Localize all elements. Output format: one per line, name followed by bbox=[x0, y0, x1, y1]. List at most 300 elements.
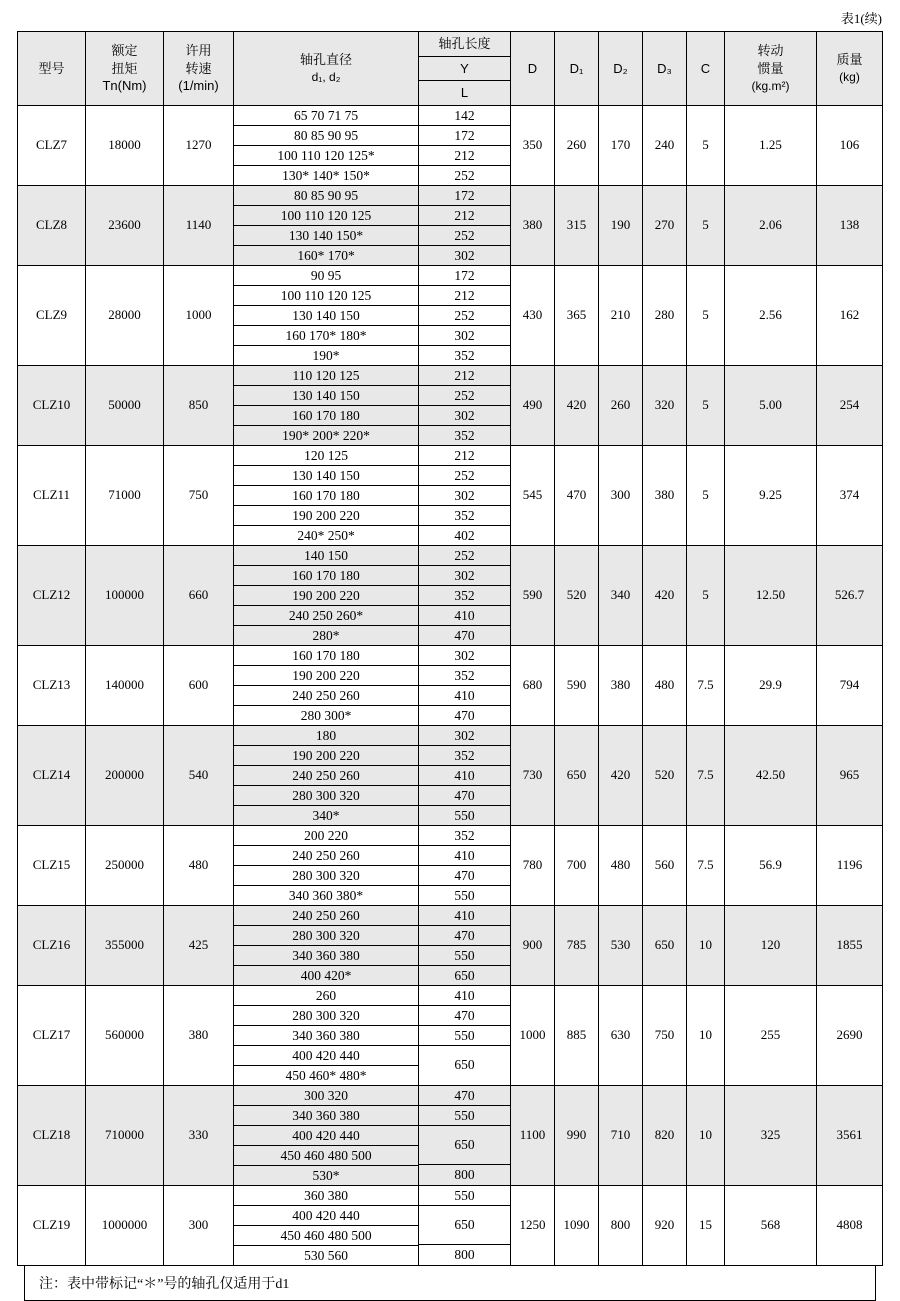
cell-rated-torque: 200000 bbox=[86, 725, 164, 825]
cell-mass: 4808 bbox=[817, 1185, 883, 1265]
cell-D3: 520 bbox=[643, 725, 687, 825]
cell-model: CLZ16 bbox=[18, 905, 86, 985]
bore-value: 450 460 480 500 bbox=[234, 1145, 418, 1165]
bore-value: 360 380 bbox=[234, 1186, 418, 1206]
length-value: 252 bbox=[419, 225, 510, 245]
cell-D1: 260 bbox=[555, 105, 599, 185]
cell-rated-torque: 23600 bbox=[86, 185, 164, 265]
bore-value: 190 200 220 bbox=[234, 745, 418, 765]
cell-allowable-speed: 300 bbox=[164, 1185, 234, 1265]
length-value: 800 bbox=[454, 1247, 475, 1263]
bore-value: 240 250 260 bbox=[234, 765, 418, 785]
cell-model: CLZ12 bbox=[18, 545, 86, 645]
bore-value: 400 420 440 bbox=[234, 1125, 418, 1145]
bore-value: 280 300* bbox=[300, 707, 352, 723]
cell-allowable-speed: 480 bbox=[164, 825, 234, 905]
cell-D1: 700 bbox=[555, 825, 599, 905]
table-row bbox=[18, 105, 883, 185]
cell-bore-diameters bbox=[234, 445, 419, 545]
header-bore-length: 轴孔长度 bbox=[419, 32, 511, 57]
bore-value: 80 85 90 95 bbox=[234, 125, 418, 145]
length-value: 550 bbox=[419, 1026, 510, 1046]
cell-D3: 240 bbox=[643, 105, 687, 185]
cell-D3: 280 bbox=[643, 265, 687, 365]
table-row bbox=[18, 725, 883, 825]
bore-value: 130 140 150 bbox=[234, 465, 418, 485]
bore-value: 340 360 380 bbox=[234, 1025, 418, 1045]
bore-value: 90 95 bbox=[234, 266, 418, 286]
header-D2: D₂ bbox=[599, 32, 643, 106]
cell-bore-lengths bbox=[419, 445, 511, 545]
cell-rated-torque: 71000 bbox=[86, 445, 164, 545]
cell-D3: 750 bbox=[643, 985, 687, 1085]
bore-value: 180 bbox=[234, 726, 418, 746]
bore-value: 160* 170* bbox=[297, 247, 355, 263]
bore-value: 530* bbox=[312, 1167, 340, 1183]
bore-value: 190 200 220 bbox=[234, 665, 418, 685]
bore-value: 400 420* bbox=[300, 967, 352, 983]
length-value: 410 bbox=[419, 605, 510, 625]
cell-C: 5 bbox=[687, 445, 725, 545]
cell-D3: 380 bbox=[643, 445, 687, 545]
cell-model: CLZ14 bbox=[18, 725, 86, 825]
cell-bore-lengths bbox=[419, 645, 511, 725]
cell-rated-torque: 50000 bbox=[86, 365, 164, 445]
bore-value: 160 170 180 bbox=[234, 405, 418, 425]
length-value: 352 bbox=[419, 585, 510, 605]
cell-bore-lengths bbox=[419, 1185, 511, 1265]
cell-bore-lengths bbox=[419, 825, 511, 905]
length-value: 252 bbox=[419, 305, 510, 325]
cell-mass: 1855 bbox=[817, 905, 883, 985]
cell-mass: 254 bbox=[817, 365, 883, 445]
length-value: 410 bbox=[419, 906, 510, 926]
cell-D2: 420 bbox=[599, 725, 643, 825]
cell-bore-diameters bbox=[234, 365, 419, 445]
cell-D: 1250 bbox=[511, 1185, 555, 1265]
bore-value: 340 360 380 bbox=[234, 945, 418, 965]
header-D1: D₁ bbox=[555, 32, 599, 106]
bore-value: 340 360 380* bbox=[288, 887, 364, 903]
table-row bbox=[18, 985, 883, 1085]
cell-inertia: 2.06 bbox=[725, 185, 817, 265]
cell-bore-lengths bbox=[419, 905, 511, 985]
cell-bore-diameters bbox=[234, 645, 419, 725]
table-header bbox=[18, 32, 883, 106]
bore-value: 160 170 180 bbox=[234, 485, 418, 505]
cell-C: 7.5 bbox=[687, 825, 725, 905]
cell-bore-diameters bbox=[234, 985, 419, 1085]
length-value: 470 bbox=[419, 785, 510, 805]
cell-bore-diameters bbox=[234, 905, 419, 985]
cell-bore-diameters bbox=[234, 265, 419, 365]
cell-D1: 590 bbox=[555, 645, 599, 725]
length-value: 172 bbox=[419, 125, 510, 145]
bore-value: 140 150 bbox=[234, 546, 418, 566]
length-value: 650 bbox=[419, 1206, 510, 1245]
specification-table bbox=[17, 31, 883, 1266]
bore-value: 300 320 bbox=[234, 1086, 418, 1106]
table-row bbox=[18, 645, 883, 725]
cell-allowable-speed: 850 bbox=[164, 365, 234, 445]
cell-rated-torque: 100000 bbox=[86, 545, 164, 645]
header-inertia: 转动 惯量 (kg.m²) bbox=[725, 32, 817, 106]
bore-value: 200 220 bbox=[234, 826, 418, 846]
cell-D: 350 bbox=[511, 105, 555, 185]
cell-inertia: 5.00 bbox=[725, 365, 817, 445]
length-value: 550 bbox=[419, 1106, 510, 1126]
length-value: 352 bbox=[454, 347, 475, 363]
cell-allowable-speed: 600 bbox=[164, 645, 234, 725]
cell-model: CLZ7 bbox=[18, 105, 86, 185]
cell-rated-torque: 140000 bbox=[86, 645, 164, 725]
cell-D3: 820 bbox=[643, 1085, 687, 1185]
cell-D1: 365 bbox=[555, 265, 599, 365]
cell-allowable-speed: 750 bbox=[164, 445, 234, 545]
cell-C: 5 bbox=[687, 105, 725, 185]
bore-value: 160 170 180 bbox=[234, 646, 418, 666]
length-value: 650 bbox=[454, 967, 475, 983]
length-value: 410 bbox=[419, 986, 510, 1006]
cell-inertia: 56.9 bbox=[725, 825, 817, 905]
cell-mass: 138 bbox=[817, 185, 883, 265]
cell-bore-lengths bbox=[419, 545, 511, 645]
cell-inertia: 120 bbox=[725, 905, 817, 985]
cell-rated-torque: 1000000 bbox=[86, 1185, 164, 1265]
bore-value: 280 300 320 bbox=[234, 1005, 418, 1025]
table-note: 注：表中带标记“＊”号的轴孔仅适用于d1 bbox=[24, 1266, 876, 1301]
length-value: 352 bbox=[419, 745, 510, 765]
cell-model: CLZ13 bbox=[18, 645, 86, 725]
cell-C: 10 bbox=[687, 1085, 725, 1185]
bore-value: 240 250 260 bbox=[234, 685, 418, 705]
bore-value: 130* 140* 150* bbox=[282, 167, 370, 183]
cell-inertia: 325 bbox=[725, 1085, 817, 1185]
length-value: 352 bbox=[419, 665, 510, 685]
bore-value: 280 300 320 bbox=[234, 925, 418, 945]
length-value: 410 bbox=[419, 765, 510, 785]
header-allowable-speed: 许用 转速 (1/min) bbox=[164, 32, 234, 106]
length-value: 252 bbox=[419, 465, 510, 485]
length-value: 352 bbox=[419, 505, 510, 525]
cell-D2: 710 bbox=[599, 1085, 643, 1185]
cell-allowable-speed: 1000 bbox=[164, 265, 234, 365]
cell-D1: 990 bbox=[555, 1085, 599, 1185]
table-row bbox=[18, 1085, 883, 1185]
cell-bore-lengths bbox=[419, 265, 511, 365]
bore-value: 280* bbox=[312, 627, 340, 643]
cell-bore-diameters bbox=[234, 1085, 419, 1185]
bore-value: 120 125 bbox=[234, 446, 418, 466]
cell-D1: 520 bbox=[555, 545, 599, 645]
cell-D1: 470 bbox=[555, 445, 599, 545]
cell-allowable-speed: 660 bbox=[164, 545, 234, 645]
cell-rated-torque: 18000 bbox=[86, 105, 164, 185]
cell-inertia: 568 bbox=[725, 1185, 817, 1265]
cell-rated-torque: 560000 bbox=[86, 985, 164, 1085]
cell-D2: 530 bbox=[599, 905, 643, 985]
cell-allowable-speed: 1140 bbox=[164, 185, 234, 265]
bore-value: 190* bbox=[312, 347, 340, 363]
cell-C: 7.5 bbox=[687, 725, 725, 825]
bore-value: 160 170 180 bbox=[234, 565, 418, 585]
bore-value: 450 460 480 500 bbox=[234, 1225, 418, 1245]
length-value: 172 bbox=[419, 186, 510, 206]
table-row bbox=[18, 445, 883, 545]
cell-D2: 300 bbox=[599, 445, 643, 545]
cell-model: CLZ9 bbox=[18, 265, 86, 365]
cell-mass: 374 bbox=[817, 445, 883, 545]
cell-inertia: 12.50 bbox=[725, 545, 817, 645]
length-value: 252 bbox=[419, 546, 510, 566]
cell-allowable-speed: 1270 bbox=[164, 105, 234, 185]
cell-D1: 885 bbox=[555, 985, 599, 1085]
table-caption: 表1(续) bbox=[840, 11, 882, 26]
length-value: 302 bbox=[419, 646, 510, 666]
cell-inertia: 9.25 bbox=[725, 445, 817, 545]
bore-value: 100 110 120 125* bbox=[234, 145, 418, 165]
cell-mass: 106 bbox=[817, 105, 883, 185]
header-mass: 质量 (kg) bbox=[817, 32, 883, 106]
cell-D: 590 bbox=[511, 545, 555, 645]
cell-D2: 380 bbox=[599, 645, 643, 725]
cell-C: 5 bbox=[687, 185, 725, 265]
cell-inertia: 42.50 bbox=[725, 725, 817, 825]
header-bore-diameter: 轴孔直径 d₁, d₂ bbox=[234, 32, 419, 106]
bore-value: 340* bbox=[312, 807, 340, 823]
cell-D: 680 bbox=[511, 645, 555, 725]
cell-rated-torque: 28000 bbox=[86, 265, 164, 365]
cell-model: CLZ19 bbox=[18, 1185, 86, 1265]
cell-C: 10 bbox=[687, 985, 725, 1085]
cell-mass: 526.7 bbox=[817, 545, 883, 645]
cell-D2: 630 bbox=[599, 985, 643, 1085]
cell-mass: 162 bbox=[817, 265, 883, 365]
cell-model: CLZ10 bbox=[18, 365, 86, 445]
bore-value: 260 bbox=[234, 986, 418, 1006]
length-value: 650 bbox=[454, 1057, 475, 1073]
length-value: 302 bbox=[419, 565, 510, 585]
cell-inertia: 255 bbox=[725, 985, 817, 1085]
length-value: 302 bbox=[419, 726, 510, 746]
table-row bbox=[18, 265, 883, 365]
cell-rated-torque: 710000 bbox=[86, 1085, 164, 1185]
cell-allowable-speed: 330 bbox=[164, 1085, 234, 1185]
bore-value: 400 420 440 bbox=[234, 1045, 418, 1065]
table-body bbox=[18, 105, 883, 1265]
bore-value: 240 250 260 bbox=[234, 845, 418, 865]
cell-rated-torque: 250000 bbox=[86, 825, 164, 905]
cell-D: 1100 bbox=[511, 1085, 555, 1185]
bore-value: 190* 200* 220* bbox=[282, 427, 370, 443]
table-row bbox=[18, 905, 883, 985]
bore-value: 110 120 125 bbox=[234, 366, 418, 386]
cell-mass: 2690 bbox=[817, 985, 883, 1085]
cell-D2: 480 bbox=[599, 825, 643, 905]
cell-D: 900 bbox=[511, 905, 555, 985]
bore-value: 130 140 150 bbox=[234, 305, 418, 325]
cell-D3: 650 bbox=[643, 905, 687, 985]
cell-bore-lengths bbox=[419, 985, 511, 1085]
bore-value: 190 200 220 bbox=[234, 505, 418, 525]
header-rated-torque: 额定 扭矩 Tn(Nm) bbox=[86, 32, 164, 106]
bore-value: 240 250 260* bbox=[234, 605, 418, 625]
cell-inertia: 29.9 bbox=[725, 645, 817, 725]
header-bore-length-type: Y bbox=[419, 56, 511, 81]
bore-value: 280 300 320 bbox=[234, 785, 418, 805]
cell-D1: 315 bbox=[555, 185, 599, 265]
length-value: 172 bbox=[419, 266, 510, 286]
cell-model: CLZ11 bbox=[18, 445, 86, 545]
length-value: 212 bbox=[419, 285, 510, 305]
cell-mass: 965 bbox=[817, 725, 883, 825]
cell-D: 490 bbox=[511, 365, 555, 445]
cell-D: 380 bbox=[511, 185, 555, 265]
cell-D1: 785 bbox=[555, 905, 599, 985]
cell-D: 545 bbox=[511, 445, 555, 545]
length-value: 470 bbox=[419, 865, 510, 885]
cell-allowable-speed: 540 bbox=[164, 725, 234, 825]
cell-D2: 210 bbox=[599, 265, 643, 365]
bore-value: 100 110 120 125 bbox=[234, 285, 418, 305]
header-D: D bbox=[511, 32, 555, 106]
length-value: 800 bbox=[454, 1167, 475, 1183]
bore-value: 130 140 150 bbox=[234, 385, 418, 405]
length-value: 302 bbox=[454, 247, 475, 263]
cell-C: 5 bbox=[687, 265, 725, 365]
cell-allowable-speed: 380 bbox=[164, 985, 234, 1085]
bore-value: 100 110 120 125 bbox=[234, 205, 418, 225]
cell-D3: 920 bbox=[643, 1185, 687, 1265]
table-row bbox=[18, 185, 883, 265]
cell-D2: 260 bbox=[599, 365, 643, 445]
cell-D2: 190 bbox=[599, 185, 643, 265]
cell-allowable-speed: 425 bbox=[164, 905, 234, 985]
length-value: 352 bbox=[419, 826, 510, 846]
bore-value: 80 85 90 95 bbox=[234, 186, 418, 206]
cell-C: 5 bbox=[687, 365, 725, 445]
length-value: 650 bbox=[419, 1126, 510, 1165]
bore-value: 280 300 320 bbox=[234, 865, 418, 885]
table-row bbox=[18, 365, 883, 445]
table-row bbox=[18, 545, 883, 645]
cell-model: CLZ8 bbox=[18, 185, 86, 265]
header-bore-length-symbol: L bbox=[419, 81, 511, 106]
length-value: 212 bbox=[419, 446, 510, 466]
cell-bore-diameters bbox=[234, 825, 419, 905]
bore-value: 160 170* 180* bbox=[234, 325, 418, 345]
cell-bore-diameters bbox=[234, 105, 419, 185]
cell-bore-lengths bbox=[419, 185, 511, 265]
length-value: 402 bbox=[454, 527, 475, 543]
length-value: 352 bbox=[454, 427, 475, 443]
bore-value: 530 560 bbox=[304, 1247, 348, 1263]
cell-D: 430 bbox=[511, 265, 555, 365]
cell-D: 730 bbox=[511, 725, 555, 825]
cell-C: 15 bbox=[687, 1185, 725, 1265]
cell-C: 7.5 bbox=[687, 645, 725, 725]
cell-bore-lengths bbox=[419, 365, 511, 445]
cell-model: CLZ18 bbox=[18, 1085, 86, 1185]
table-row bbox=[18, 1185, 883, 1265]
cell-bore-diameters bbox=[234, 545, 419, 645]
length-value: 550 bbox=[454, 807, 475, 823]
header-C: C bbox=[687, 32, 725, 106]
cell-model: CLZ15 bbox=[18, 825, 86, 905]
cell-D1: 650 bbox=[555, 725, 599, 825]
cell-bore-lengths bbox=[419, 105, 511, 185]
length-value: 470 bbox=[454, 627, 475, 643]
length-value: 470 bbox=[419, 1006, 510, 1026]
table-row bbox=[18, 825, 883, 905]
bore-value: 65 70 71 75 bbox=[234, 106, 418, 126]
length-value: 410 bbox=[419, 845, 510, 865]
cell-D: 1000 bbox=[511, 985, 555, 1085]
cell-C: 10 bbox=[687, 905, 725, 985]
cell-D3: 480 bbox=[643, 645, 687, 725]
cell-D2: 800 bbox=[599, 1185, 643, 1265]
length-value: 470 bbox=[419, 925, 510, 945]
length-value: 470 bbox=[454, 707, 475, 723]
length-value: 252 bbox=[419, 385, 510, 405]
length-value: 470 bbox=[419, 1086, 510, 1106]
length-value: 302 bbox=[419, 405, 510, 425]
length-value: 302 bbox=[419, 325, 510, 345]
cell-inertia: 2.56 bbox=[725, 265, 817, 365]
length-value: 550 bbox=[419, 1186, 510, 1206]
bore-value: 450 460* 480* bbox=[285, 1067, 367, 1083]
cell-D2: 340 bbox=[599, 545, 643, 645]
cell-D: 780 bbox=[511, 825, 555, 905]
cell-rated-torque: 355000 bbox=[86, 905, 164, 985]
length-value: 212 bbox=[419, 366, 510, 386]
cell-D3: 320 bbox=[643, 365, 687, 445]
length-value: 212 bbox=[419, 145, 510, 165]
cell-C: 5 bbox=[687, 545, 725, 645]
cell-D3: 270 bbox=[643, 185, 687, 265]
bore-value: 240 250 260 bbox=[234, 906, 418, 926]
bore-value: 400 420 440 bbox=[234, 1205, 418, 1225]
length-value: 550 bbox=[419, 945, 510, 965]
cell-D1: 1090 bbox=[555, 1185, 599, 1265]
length-value: 212 bbox=[419, 205, 510, 225]
cell-D1: 420 bbox=[555, 365, 599, 445]
length-value: 550 bbox=[454, 887, 475, 903]
length-value: 142 bbox=[419, 106, 510, 126]
bore-value: 130 140 150* bbox=[234, 225, 418, 245]
cell-mass: 1196 bbox=[817, 825, 883, 905]
cell-mass: 3561 bbox=[817, 1085, 883, 1185]
bore-value: 340 360 380 bbox=[234, 1105, 418, 1125]
cell-bore-diameters bbox=[234, 1185, 419, 1265]
cell-model: CLZ17 bbox=[18, 985, 86, 1085]
cell-D3: 420 bbox=[643, 545, 687, 645]
length-value: 410 bbox=[419, 685, 510, 705]
cell-bore-lengths bbox=[419, 1085, 511, 1185]
cell-D3: 560 bbox=[643, 825, 687, 905]
bore-value: 240* 250* bbox=[297, 527, 355, 543]
bore-value: 190 200 220 bbox=[234, 585, 418, 605]
cell-bore-diameters bbox=[234, 725, 419, 825]
cell-D2: 170 bbox=[599, 105, 643, 185]
cell-inertia: 1.25 bbox=[725, 105, 817, 185]
header-D3: D₃ bbox=[643, 32, 687, 106]
length-value: 252 bbox=[454, 167, 475, 183]
header-model: 型号 bbox=[18, 32, 86, 106]
cell-mass: 794 bbox=[817, 645, 883, 725]
length-value: 302 bbox=[419, 485, 510, 505]
cell-bore-lengths bbox=[419, 725, 511, 825]
